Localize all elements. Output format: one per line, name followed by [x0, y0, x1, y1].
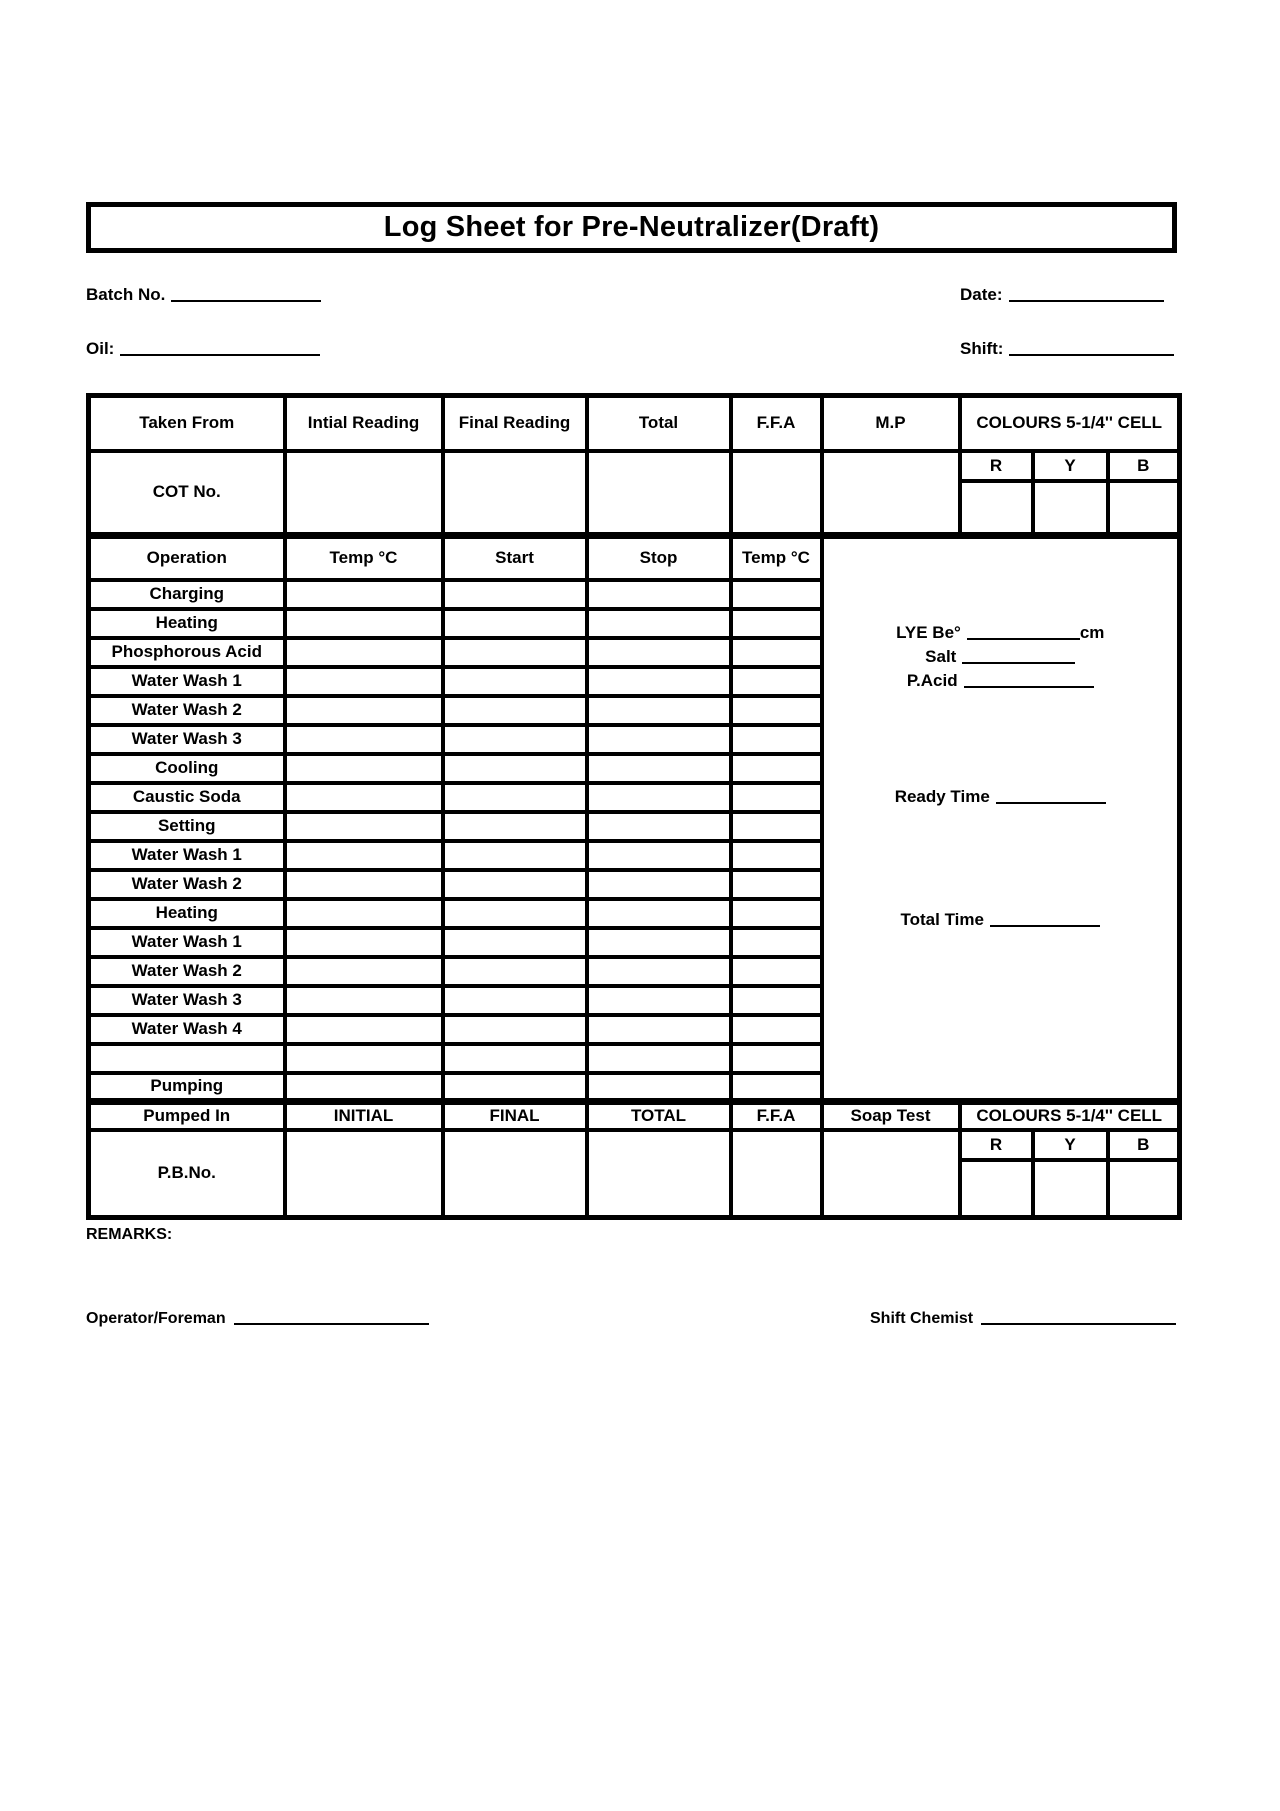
entry-cell [285, 696, 443, 725]
entry-cell [960, 1160, 1033, 1218]
pacid-label: P.Acid [906, 671, 958, 690]
operation-row-label: Water Wash 2 [89, 957, 285, 986]
pacid-field [824, 671, 1178, 691]
entry-cell [822, 451, 960, 536]
entry-cell [1033, 481, 1108, 536]
operation-row-label: Water Wash 3 [89, 986, 285, 1015]
shift-field [960, 339, 1174, 359]
operation-row-label: Setting [89, 812, 285, 841]
batch-no-blank-line [171, 285, 321, 302]
entry-cell [443, 986, 587, 1015]
salt-label: Salt [925, 647, 957, 666]
entry-cell [731, 725, 822, 754]
page-title: Log Sheet for Pre-Neutralizer(Draft) [383, 211, 880, 243]
header-pumped-in: Pumped In [89, 1102, 285, 1130]
entry-cell [285, 1015, 443, 1044]
ready-time-label: Ready Time [894, 787, 990, 806]
entry-cell [731, 986, 822, 1015]
entry-cell [731, 928, 822, 957]
header-start: Start [443, 536, 587, 580]
operation-row-label: Heating [89, 609, 285, 638]
pb-ryb-row [89, 1130, 1180, 1160]
entry-cell [443, 899, 587, 928]
header-initial: INITIAL [285, 1102, 443, 1130]
header-intial-reading: Intial Reading [285, 396, 443, 451]
lye-field [824, 623, 1178, 643]
entry-cell [285, 451, 443, 536]
entry-cell [443, 696, 587, 725]
entry-cell [731, 638, 822, 667]
operation-row-label: Pumping [89, 1073, 285, 1102]
pb-no-label: P.B.No. [89, 1130, 285, 1218]
entry-cell [285, 870, 443, 899]
date-field [960, 285, 1164, 305]
header-ffa: F.F.A [731, 396, 822, 451]
header-temp-c-2: Temp °C [731, 536, 822, 580]
entry-cell [587, 609, 731, 638]
entry-cell [587, 928, 731, 957]
entry-cell [443, 580, 587, 609]
entry-cell [285, 928, 443, 957]
entry-cell [587, 725, 731, 754]
operation-header-row [89, 536, 1180, 580]
entry-cell [731, 451, 822, 536]
date-label: Date: [960, 285, 1003, 304]
lye-blank-line [967, 623, 1080, 640]
entry-cell [443, 609, 587, 638]
entry-cell [285, 1044, 443, 1073]
entry-cell [443, 841, 587, 870]
entry-cell [587, 638, 731, 667]
entry-cell [285, 812, 443, 841]
entry-cell [1033, 1160, 1108, 1218]
ready-time-field [824, 787, 1178, 807]
shift-chemist-label: Shift Chemist [870, 1310, 974, 1327]
oil-label: Oil: [86, 339, 115, 358]
operation-row-label: Heating [89, 899, 285, 928]
cot-ryb-row [89, 451, 1180, 481]
shift-label: Shift: [960, 339, 1004, 358]
entry-cell [587, 899, 731, 928]
entry-cell [587, 812, 731, 841]
colour-col-y-2: Y [1033, 1130, 1108, 1160]
entry-cell [731, 754, 822, 783]
entry-cell [443, 928, 587, 957]
entry-cell [731, 870, 822, 899]
entry-cell [285, 754, 443, 783]
operation-row-label: Water Wash 3 [89, 725, 285, 754]
entry-cell [731, 812, 822, 841]
entry-cell [285, 986, 443, 1015]
entry-cell [443, 638, 587, 667]
operation-row-label: Caustic Soda [89, 783, 285, 812]
entry-cell [731, 1130, 822, 1218]
entry-cell [587, 986, 731, 1015]
entry-cell [443, 451, 587, 536]
side-annotation-cell [822, 536, 1180, 1102]
operation-row-label: Water Wash 2 [89, 696, 285, 725]
entry-cell [731, 1015, 822, 1044]
entry-cell [731, 696, 822, 725]
shift-chemist-blank-line [981, 1308, 1176, 1325]
header-final: FINAL [443, 1102, 587, 1130]
colour-col-y: Y [1033, 451, 1108, 481]
entry-cell [1108, 1160, 1180, 1218]
operation-row-label: Charging [89, 580, 285, 609]
colour-col-b: B [1108, 451, 1180, 481]
pumped-in-header-row [89, 1102, 1180, 1130]
entry-cell [443, 870, 587, 899]
log-table [86, 393, 1182, 1220]
entry-cell [731, 1044, 822, 1073]
header-colours-cell-2: COLOURS 5-1/4'' CELL [960, 1102, 1180, 1130]
operator-label: Operator/Foreman [86, 1310, 226, 1327]
entry-cell [285, 957, 443, 986]
entry-cell [443, 754, 587, 783]
entry-cell [731, 841, 822, 870]
entry-cell [443, 1130, 587, 1218]
operation-row-label: Water Wash 1 [89, 928, 285, 957]
cot-no-label: COT No. [89, 451, 285, 536]
remarks-label: REMARKS: [86, 1226, 173, 1243]
entry-cell [587, 870, 731, 899]
lye-unit: cm [1079, 623, 1105, 642]
entry-cell [587, 1015, 731, 1044]
header-soap-test: Soap Test [822, 1102, 960, 1130]
entry-cell [285, 725, 443, 754]
colour-col-b-2: B [1108, 1130, 1180, 1160]
operation-row-label: Phosphorous Acid [89, 638, 285, 667]
entry-cell [587, 1073, 731, 1102]
entry-cell [587, 783, 731, 812]
entry-cell [960, 481, 1033, 536]
entry-cell [731, 899, 822, 928]
header-stop: Stop [587, 536, 731, 580]
entry-cell [587, 841, 731, 870]
operation-row-label: Water Wash 1 [89, 667, 285, 696]
entry-cell [822, 1130, 960, 1218]
entry-cell [285, 899, 443, 928]
header-ffa-2: F.F.A [731, 1102, 822, 1130]
salt-field [824, 647, 1178, 667]
batch-no-field [86, 285, 321, 305]
entry-cell [443, 725, 587, 754]
header-taken-from: Taken From [89, 396, 285, 451]
header-total: Total [587, 396, 731, 451]
header-temp-c-1: Temp °C [285, 536, 443, 580]
operation-row-label [89, 1044, 285, 1073]
header-final-reading: Final Reading [443, 396, 587, 451]
entry-cell [285, 667, 443, 696]
title-box [86, 202, 1177, 253]
entry-cell [587, 451, 731, 536]
entry-cell [443, 667, 587, 696]
entry-cell [1108, 481, 1180, 536]
entry-cell [285, 1073, 443, 1102]
entry-cell [443, 1015, 587, 1044]
entry-cell [731, 667, 822, 696]
entry-cell [587, 580, 731, 609]
entry-cell [443, 1073, 587, 1102]
entry-cell [285, 609, 443, 638]
entry-cell [587, 696, 731, 725]
entry-cell [285, 638, 443, 667]
shift-chemist-signature-field [870, 1308, 1176, 1328]
header-total-2: TOTAL [587, 1102, 731, 1130]
header-colours-cell: COLOURS 5-1/4'' CELL [960, 396, 1180, 451]
entry-cell [285, 1130, 443, 1218]
entry-cell [731, 957, 822, 986]
entry-cell [587, 1044, 731, 1073]
entry-cell [731, 1073, 822, 1102]
colour-col-r: R [960, 451, 1033, 481]
entry-cell [443, 1044, 587, 1073]
oil-blank-line [120, 339, 320, 356]
total-time-label: Total Time [900, 910, 984, 929]
pacid-blank-line [964, 671, 1094, 688]
lye-label: LYE Be° [896, 623, 961, 642]
colour-col-r-2: R [960, 1130, 1033, 1160]
entry-cell [587, 667, 731, 696]
entry-cell [587, 754, 731, 783]
operator-signature-field [86, 1308, 429, 1328]
date-blank-line [1009, 285, 1164, 302]
header-mp: M.P [822, 396, 960, 451]
total-time-field [824, 910, 1178, 930]
header-operation: Operation [89, 536, 285, 580]
top-header-row [89, 396, 1180, 451]
entry-cell [285, 580, 443, 609]
operation-row-label: Cooling [89, 754, 285, 783]
ready-time-blank-line [996, 787, 1106, 804]
oil-field [86, 339, 320, 359]
total-time-blank-line [990, 910, 1100, 927]
shift-blank-line [1009, 339, 1174, 356]
entry-cell [731, 783, 822, 812]
operation-row-label: Water Wash 2 [89, 870, 285, 899]
operation-row-label: Water Wash 1 [89, 841, 285, 870]
entry-cell [731, 609, 822, 638]
batch-no-label: Batch No. [86, 285, 166, 304]
operator-blank-line [234, 1308, 429, 1325]
entry-cell [443, 812, 587, 841]
entry-cell [443, 783, 587, 812]
operation-row-label: Water Wash 4 [89, 1015, 285, 1044]
entry-cell [731, 580, 822, 609]
entry-cell [285, 841, 443, 870]
salt-blank-line [962, 647, 1075, 664]
entry-cell [587, 1130, 731, 1218]
entry-cell [587, 957, 731, 986]
entry-cell [443, 957, 587, 986]
entry-cell [285, 783, 443, 812]
